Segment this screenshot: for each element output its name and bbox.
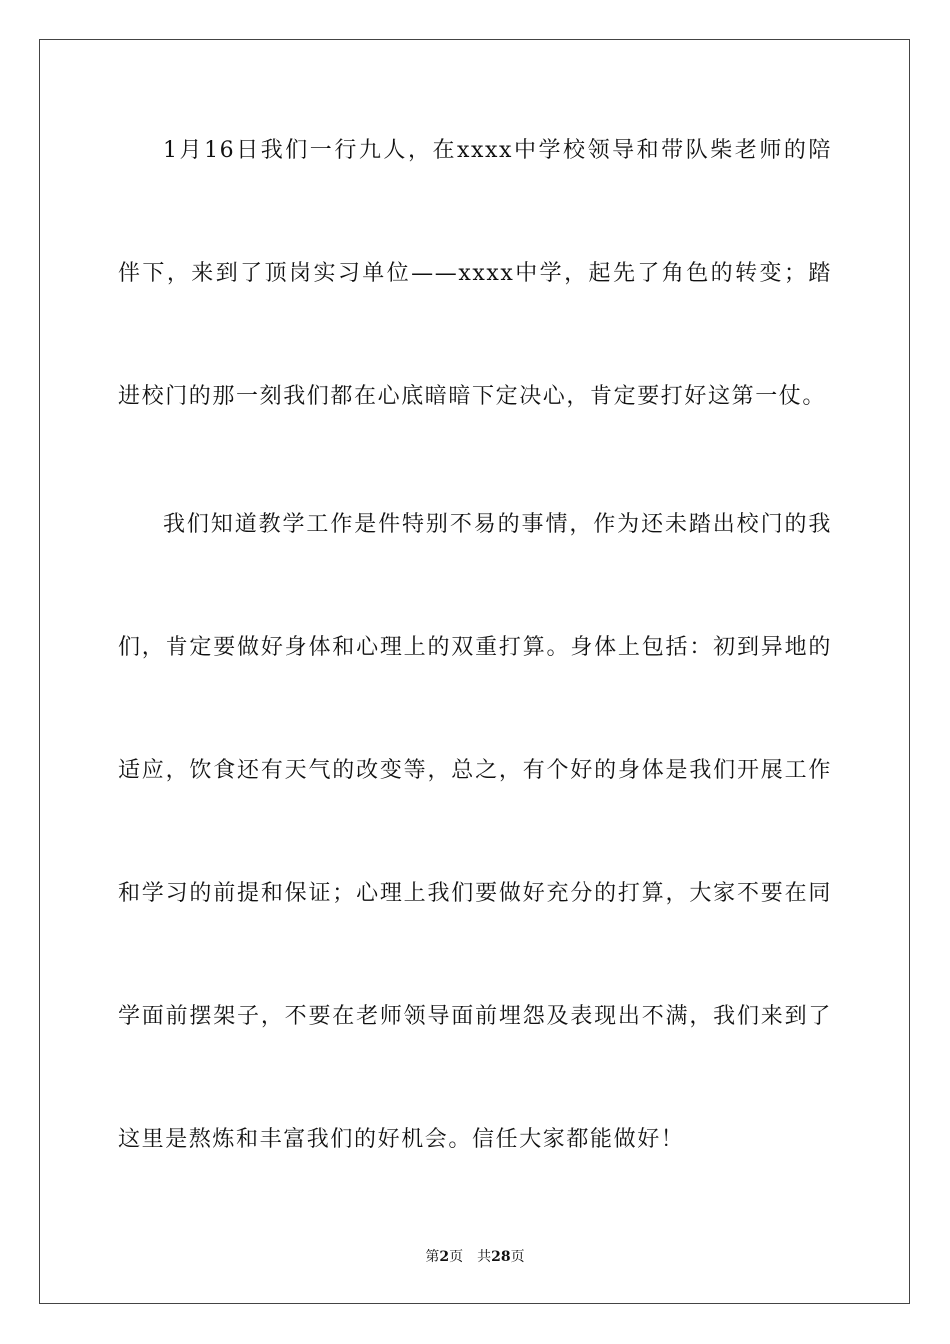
paragraph-2-line-6: 这里是熬炼和丰富我们的好机会。信任大家都能做好！ — [118, 1127, 685, 1152]
paragraph-1-line-2: 伴下，来到了顶岗实习单位——xxxx中学，起先了角色的转变；踏 — [118, 261, 832, 286]
paragraph-2-line-5: 学面前摆架子，不要在老师领导面前埋怨及表现出不满，我们来到了 — [118, 1004, 832, 1029]
total-pages: 28 — [491, 1249, 511, 1265]
page-prefix: 第 — [425, 1249, 440, 1265]
page-suffix: 页 — [449, 1249, 464, 1265]
page-footer — [0, 1247, 950, 1267]
total-suffix: 页 — [510, 1249, 525, 1265]
total-prefix: 共 — [477, 1249, 492, 1265]
paragraph-1-line-3: 进校门的那一刻我们都在心底暗暗下定决心，肯定要打好这第一仗。 — [118, 384, 827, 409]
page-border — [39, 39, 910, 1304]
paragraph-2-line-4: 和学习的前提和保证；心理上我们要做好充分的打算，大家不要在同 — [118, 881, 832, 906]
paragraph-2-line-1: 我们知道教学工作是件特别不易的事情，作为还未踏出校门的我 — [163, 512, 832, 537]
paragraph-2-line-2: 们，肯定要做好身体和心理上的双重打算。身体上包括：初到异地的 — [118, 635, 832, 660]
page-number: 2 — [439, 1249, 450, 1265]
paragraph-2-line-3: 适应，饮食还有天气的改变等，总之，有个好的身体是我们开展工作 — [118, 758, 832, 783]
paragraph-1-line-1: 1月16日我们一行九人，在xxxx中学校领导和带队柴老师的陪 — [163, 138, 832, 163]
